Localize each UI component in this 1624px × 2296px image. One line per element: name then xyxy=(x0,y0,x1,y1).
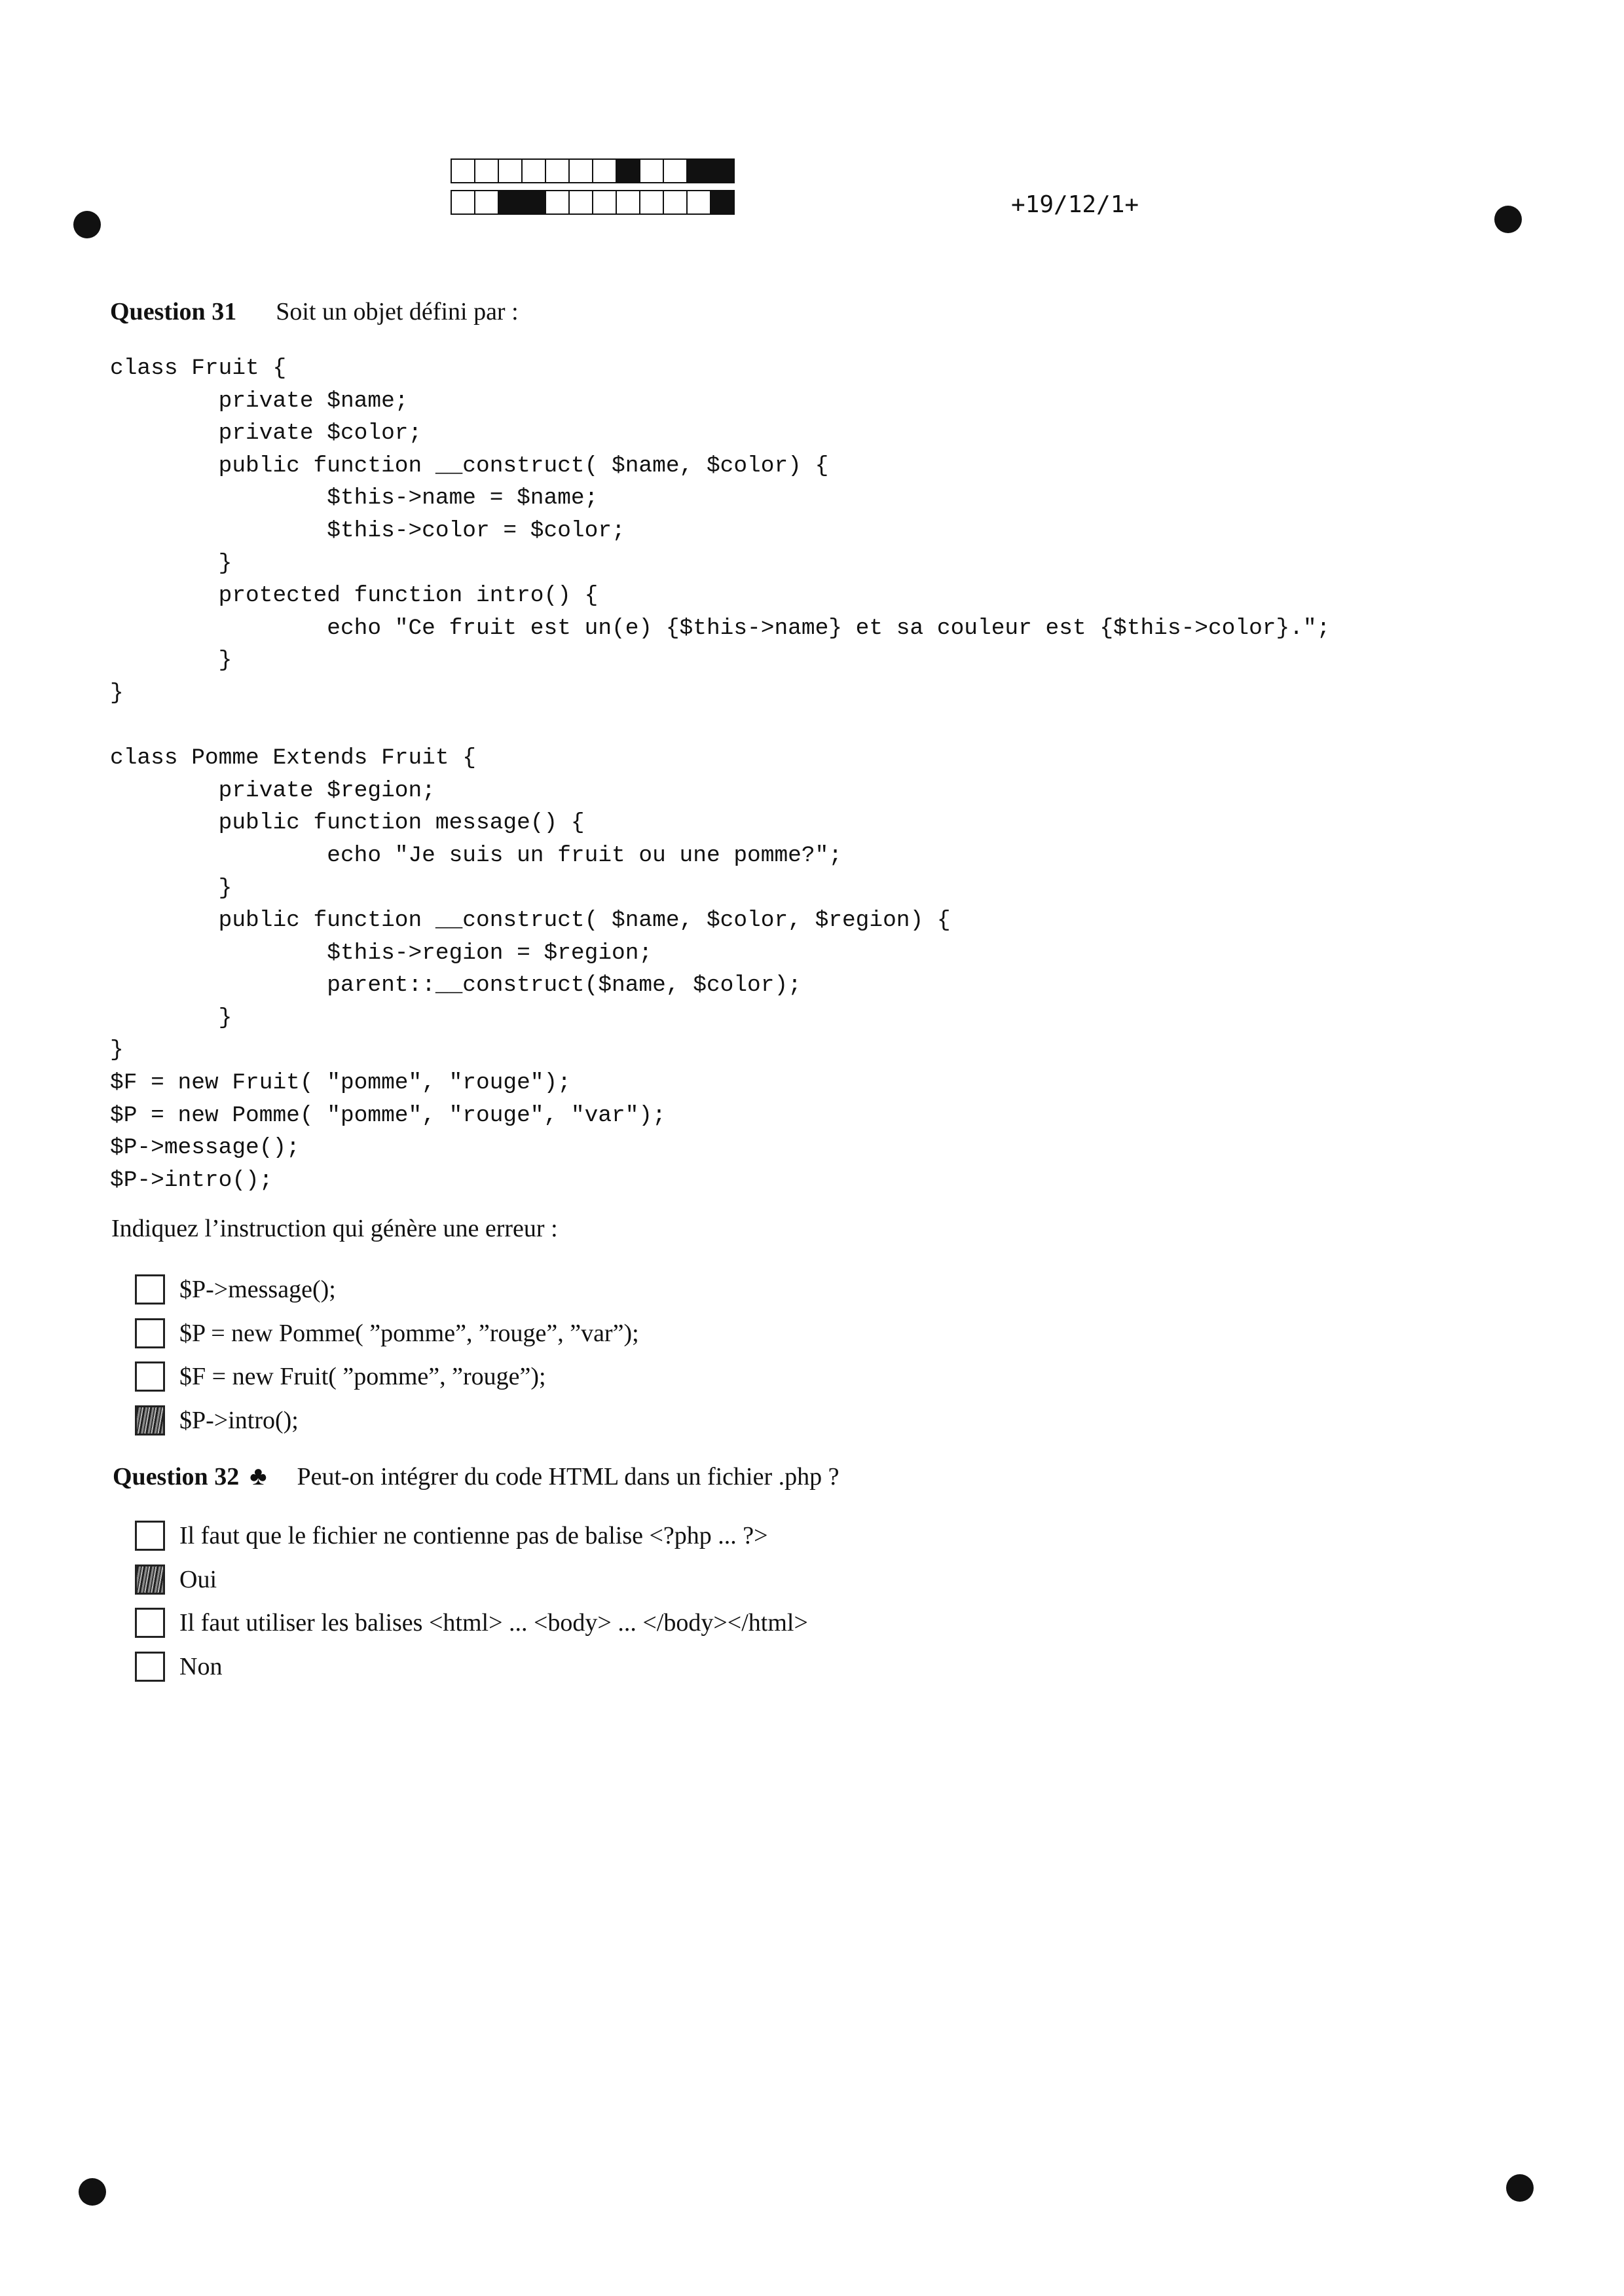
id-code-row-1-cell xyxy=(521,158,546,183)
code-line: public function __construct( $name, $color) { xyxy=(110,453,829,479)
code-line: } xyxy=(110,1037,124,1064)
code-line: private $name; xyxy=(110,388,409,414)
code-line: $this->color = $color; xyxy=(110,517,625,544)
code-block xyxy=(110,352,1330,1196)
question-31-answers xyxy=(135,1268,639,1442)
code-line: $P->intro(); xyxy=(110,1167,273,1193)
id-code-row-2-cell xyxy=(592,190,617,215)
club-icon: ♣ xyxy=(249,1461,267,1491)
id-code-row-2-cell xyxy=(663,190,688,215)
code-line: $P->message(); xyxy=(110,1135,300,1161)
code-line: protected function intro() { xyxy=(110,583,599,609)
code-line: public function __construct( $name, $color, $region) { xyxy=(110,908,951,934)
code-line: } xyxy=(110,1005,232,1031)
answer-option[interactable] xyxy=(135,1312,639,1356)
answer-text: Il faut que le fichier ne contienne pas de balise <?php ... ?> xyxy=(179,1522,768,1550)
question-31-label: Question 31 xyxy=(110,298,237,325)
answer-option[interactable] xyxy=(135,1558,808,1602)
id-code-row-1-cell xyxy=(686,158,711,183)
question-31-heading xyxy=(110,297,519,326)
question-32-answers xyxy=(135,1514,808,1688)
id-code-row-2-cell xyxy=(474,190,499,215)
question-32-heading xyxy=(113,1460,839,1491)
code-line: $P = new Pomme( "pomme", "rouge", "var"); xyxy=(110,1102,666,1128)
answer-text: $P = new Pomme( ”pomme”, ”rouge”, ”var”); xyxy=(179,1319,639,1347)
id-code-row-2-cell xyxy=(710,190,735,215)
id-code-row-1-cell xyxy=(474,158,499,183)
answer-text: Il faut utiliser les balises <html> ... <body> ... </body></html> xyxy=(179,1609,808,1637)
code-line: $this->name = $name; xyxy=(110,485,599,511)
answer-option[interactable] xyxy=(135,1268,639,1312)
id-code-row-2-cell xyxy=(616,190,640,215)
code-line: class Pomme Extends Fruit { xyxy=(110,745,476,771)
registration-mark-bottom-right xyxy=(1506,2174,1534,2202)
code-line: private $region; xyxy=(110,777,435,804)
code-line: } xyxy=(110,648,232,674)
answer-text: Oui xyxy=(179,1565,217,1593)
answer-text: $P->intro(); xyxy=(179,1406,299,1434)
id-code-row-2 xyxy=(452,190,735,216)
id-code-row-1-cell xyxy=(451,158,475,183)
checkbox[interactable] xyxy=(135,1361,165,1392)
checked-checkbox[interactable] xyxy=(135,1405,165,1435)
registration-mark-top-right xyxy=(1494,206,1522,233)
id-code-row-1-cell xyxy=(568,158,593,183)
id-code-row-1 xyxy=(452,158,735,185)
checkbox[interactable] xyxy=(135,1318,165,1348)
checked-checkbox[interactable] xyxy=(135,1565,165,1595)
answer-text: $F = new Fruit( ”pomme”, ”rouge”); xyxy=(179,1363,546,1391)
question-32-prompt: Peut-on intégrer du code HTML dans un fichier .php ? xyxy=(297,1463,840,1491)
id-code-row-1-cell xyxy=(545,158,570,183)
answer-text: Non xyxy=(179,1652,223,1680)
id-code-row-2-cell xyxy=(498,190,523,215)
id-code-row-2-cell xyxy=(521,190,546,215)
code-line: } xyxy=(110,680,124,706)
answer-option[interactable] xyxy=(135,1355,639,1399)
answer-text: $P->message(); xyxy=(179,1276,336,1304)
id-code-row-2-cell xyxy=(545,190,570,215)
question-32-label: Question 32 xyxy=(113,1463,240,1491)
id-code-row-2-cell xyxy=(639,190,664,215)
answer-option[interactable] xyxy=(135,1514,808,1558)
id-code-row-1-cell xyxy=(592,158,617,183)
checkbox[interactable] xyxy=(135,1608,165,1638)
answer-option[interactable] xyxy=(135,1645,808,1689)
code-line: } xyxy=(110,550,232,576)
code-line: private $color; xyxy=(110,420,422,447)
answer-option[interactable] xyxy=(135,1399,639,1443)
page-number: +19/12/1+ xyxy=(1011,191,1139,218)
id-code-row-1-cell xyxy=(663,158,688,183)
checkbox[interactable] xyxy=(135,1652,165,1682)
question-31-prompt: Soit un objet défini par : xyxy=(276,298,519,325)
code-line: } xyxy=(110,875,232,901)
id-code-row-1-cell xyxy=(616,158,640,183)
code-line: $this->region = $region; xyxy=(110,940,653,966)
registration-mark-bottom-left xyxy=(79,2178,106,2206)
id-code-row-1-cell xyxy=(639,158,664,183)
code-line: class Fruit { xyxy=(110,356,287,381)
registration-mark-top-left xyxy=(73,211,101,238)
id-code-row-1-cell xyxy=(498,158,523,183)
id-code-row-2-cell xyxy=(686,190,711,215)
code-line: echo "Ce fruit est un(e) {$this->name} et sa couleur est {$this->color}."; xyxy=(110,615,1331,641)
code-line xyxy=(110,710,1330,743)
answer-option[interactable] xyxy=(135,1601,808,1645)
id-code-row-1-cell xyxy=(710,158,735,183)
code-line: echo "Je suis un fruit ou une pomme?"; xyxy=(110,842,842,868)
checkbox[interactable] xyxy=(135,1521,165,1551)
id-code-row-2-cell xyxy=(568,190,593,215)
code-line: $F = new Fruit( "pomme", "rouge"); xyxy=(110,1070,571,1096)
code-line: public function message() { xyxy=(110,810,585,836)
code-line: parent::__construct($name, $color); xyxy=(110,972,802,999)
id-code-row-2-cell xyxy=(451,190,475,215)
checkbox[interactable] xyxy=(135,1274,165,1305)
question-31-instruction: Indiquez l’instruction qui génère une erreur : xyxy=(111,1215,558,1242)
